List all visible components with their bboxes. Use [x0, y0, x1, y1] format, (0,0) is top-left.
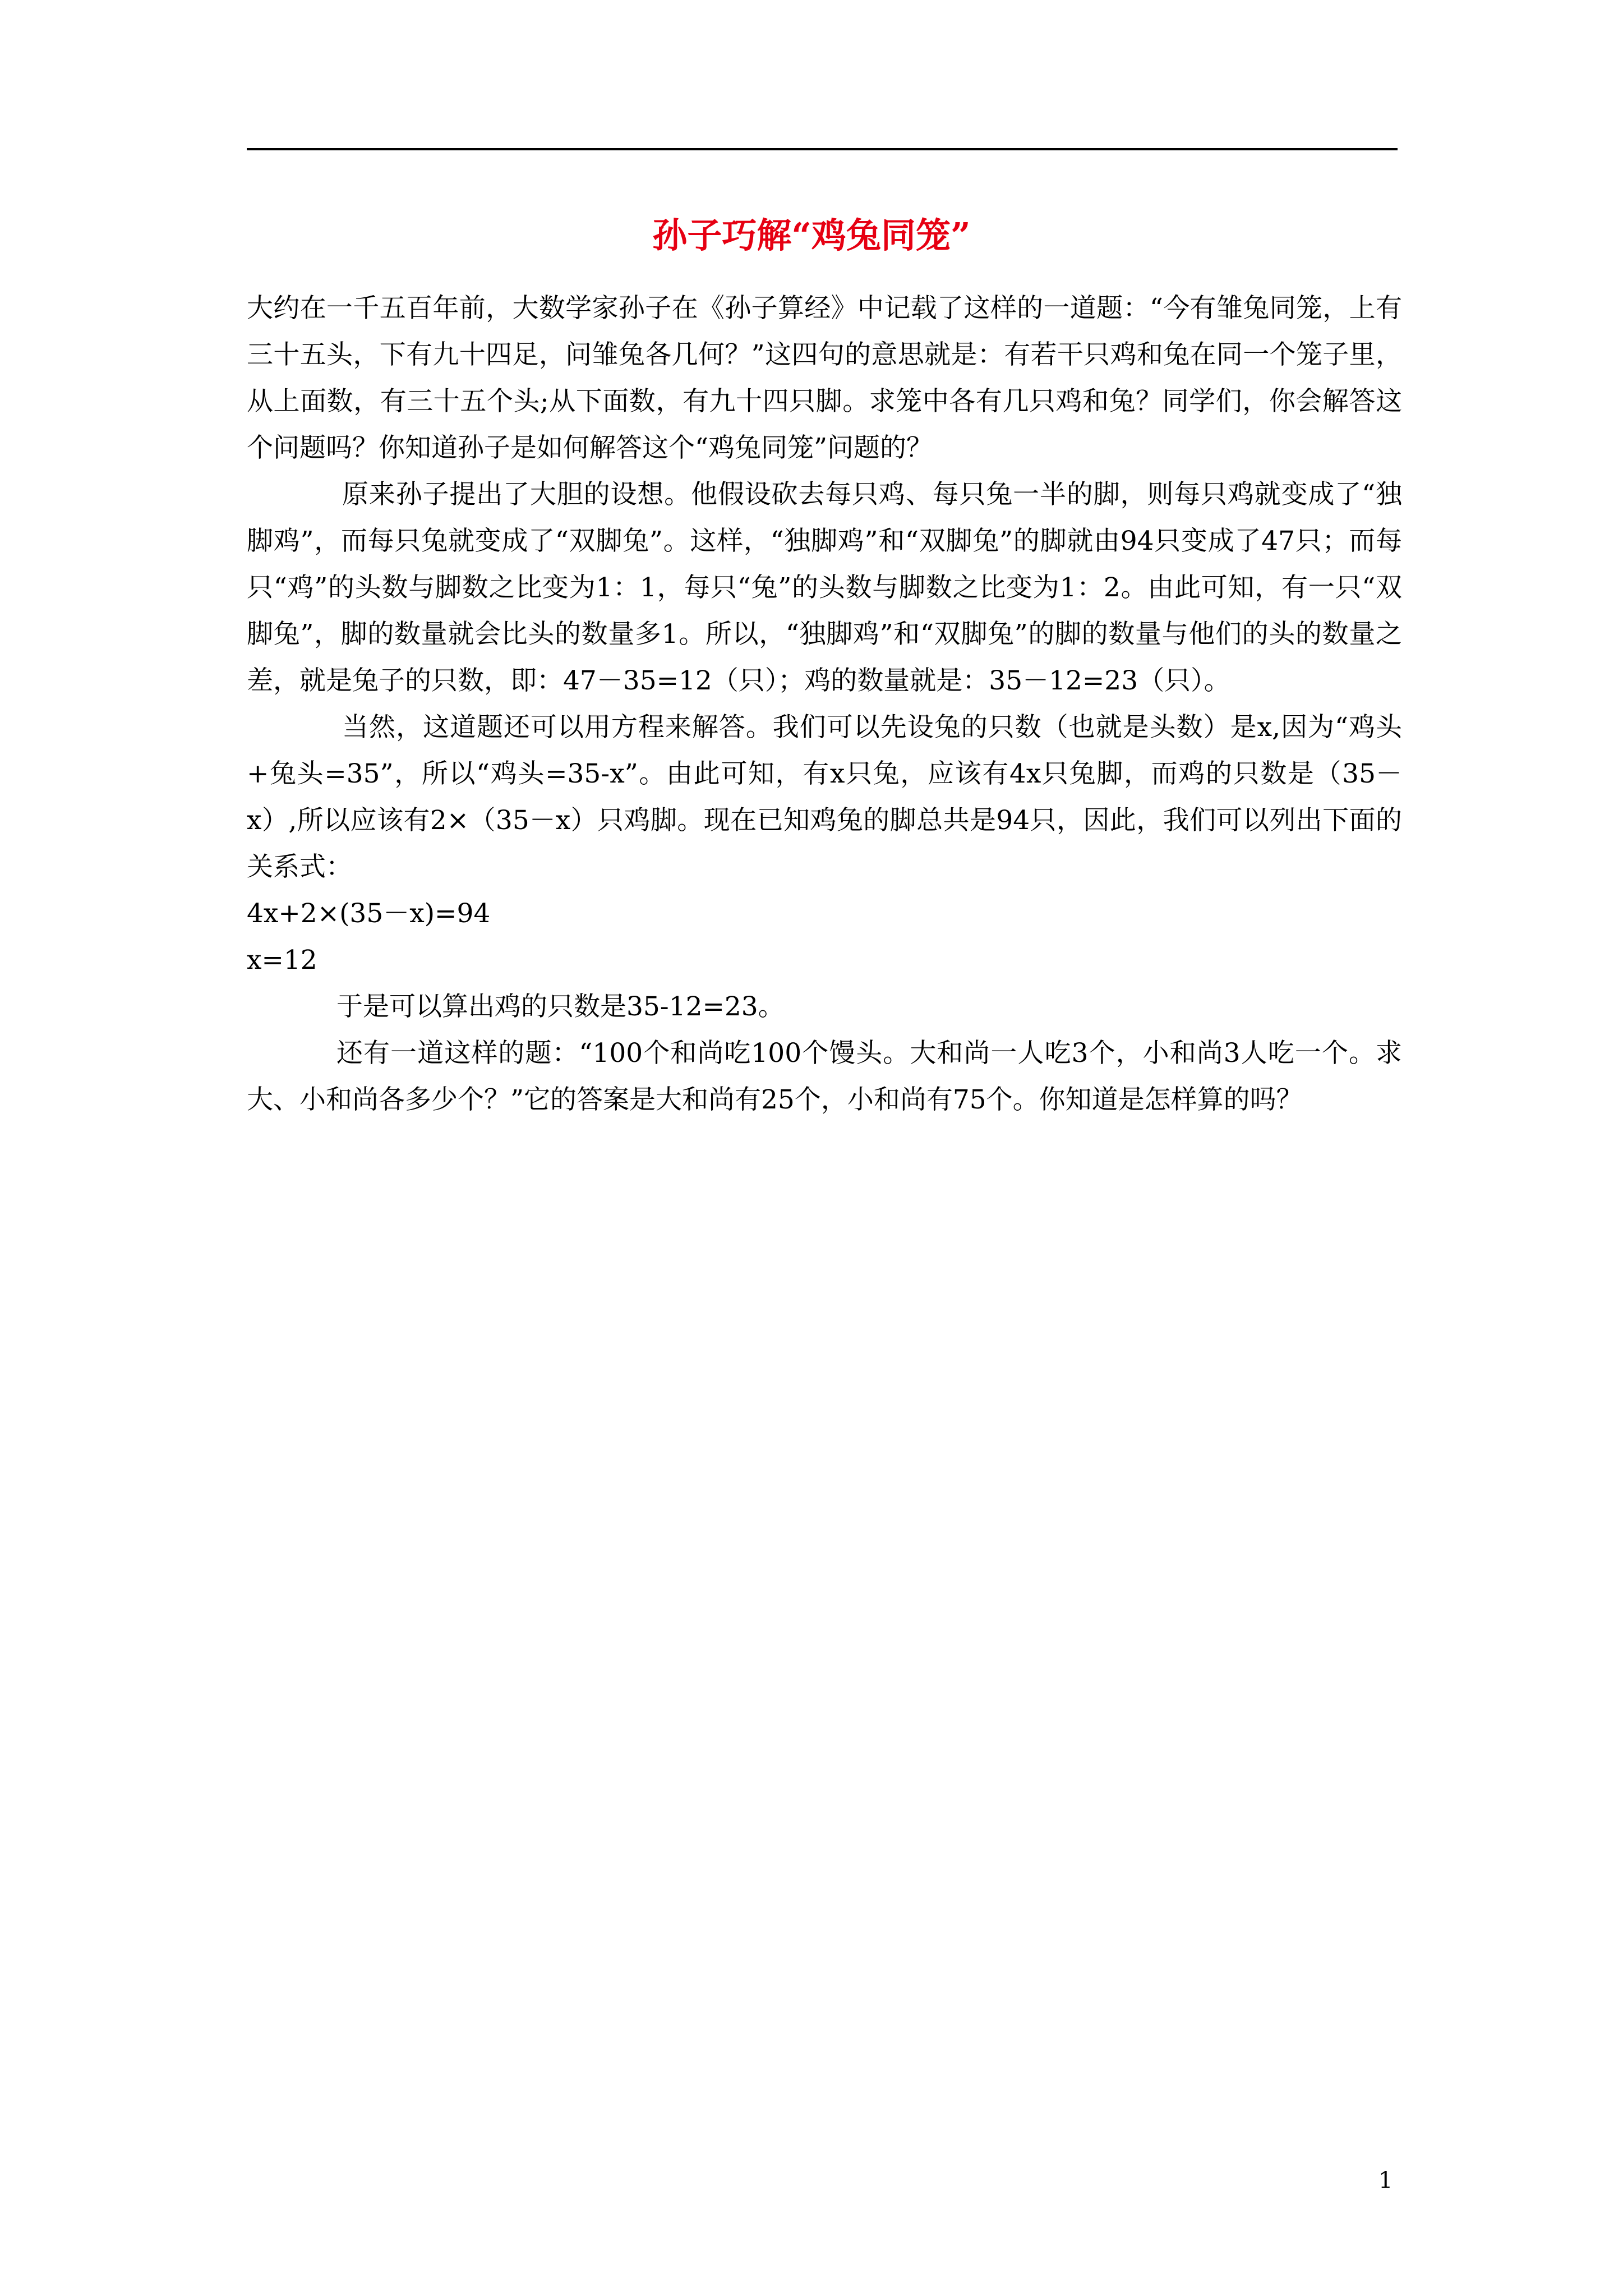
document-title: 孙子巧解“鸡兔同笼”: [652, 215, 971, 256]
paragraph-sunzi-method: 原来孙子提出了大胆的设想。他假设砍去每只鸡、每只兔一半的脚，则每只鸡就变成了“独脚鸡”，而每只兔就变成了“双脚兔”。这样，“独脚鸡”和“双脚兔”的脚就由94只变成了47只；而每只“鸡”的头数与脚数之比变为1：1，每只“兔”的头数与脚数之比变为1：2。由此可知，有一只“双脚兔”，脚的数量就会比头的数量多1。所以，“独脚鸡”和“双脚兔”的脚的数量与他们的头的数量之差，就是兔子的只数，即：47－35=12（只）；鸡的数量就是：35－12=23（只）。: [247, 479, 1402, 696]
paragraph-result: 于是可以算出鸡的只数是35-12=23。: [336, 991, 785, 1022]
document-body: [247, 285, 1402, 1123]
paragraph-exercise: 还有一道这样的题：“100个和尚吃100个馒头。大和尚一人吃3个，小和尚3人吃一个。求大、小和尚各多少个？”它的答案是大和尚有25个，小和尚有75个。你知道是怎样算的吗？: [247, 1038, 1402, 1115]
equation-line: 4x+2×(35－x)=94: [247, 898, 491, 929]
header-rule: [247, 148, 1398, 150]
paragraph-intro: 大约在一千五百年前，大数学家孙子在《孙子算经》中记载了这样的一道题：“今有雏兔同笼，上有三十五头，下有九十四足，问雏兔各几何？”这四句的意思就是：有若干只鸡和兔在同一个笼子里，从上面数，有三十五个头;从下面数，有九十四只脚。求笼中各有几只鸡和兔？同学们，你会解答这个问题吗？你知道孙子是如何解答这个“鸡兔同笼”问题的？: [247, 293, 1402, 463]
page-number: 1: [1378, 2168, 1393, 2193]
paragraph-equation-method: 当然，这道题还可以用方程来解答。我们可以先设兔的只数（也就是头数）是x,因为“鸡头+兔头=35”，所以“鸡头=35-x”。由此可知，有x只兔，应该有4x只兔脚，而鸡的只数是（35－x）,所以应该有2×（35－x）只鸡脚。现在已知鸡兔的脚总共是94只，因此，我们可以列出下面的关系式：: [247, 712, 1402, 882]
equation-solution: x=12: [247, 945, 317, 976]
